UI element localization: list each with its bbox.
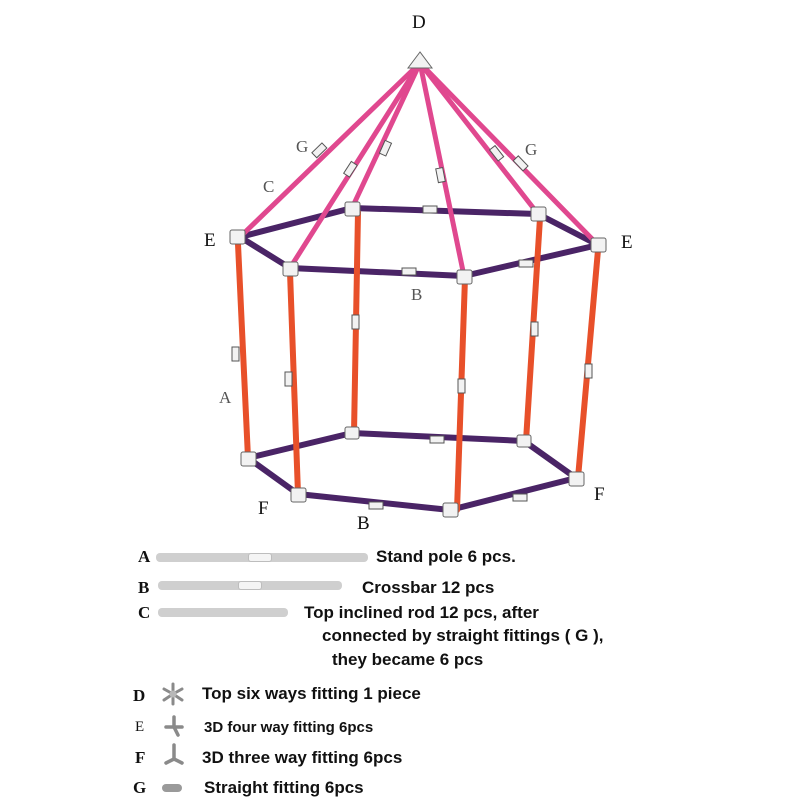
label-g-right: G — [525, 140, 538, 159]
legend-letter-g: G — [133, 778, 147, 797]
label-f-left: F — [258, 498, 269, 519]
legend-letter-a: A — [138, 547, 151, 566]
inclined-rods — [240, 63, 598, 276]
legend-text-c-line3: they became 6 pcs — [332, 650, 484, 669]
legend-text-e: 3D four way fitting 6pcs — [204, 719, 374, 736]
four-way-fitting-icon — [163, 714, 185, 738]
legend-letter-c: C — [138, 603, 151, 622]
stand-pole-sleeve-icon — [248, 553, 272, 562]
crossbar-sleeve-icon — [238, 581, 262, 590]
legend-text-c-line1: Top inclined rod 12 pcs, after — [304, 603, 539, 622]
legend-text-c-line2: connected by straight fittings ( G ), — [322, 626, 604, 645]
label-a: A — [219, 388, 232, 407]
label-e-right: E — [621, 232, 633, 253]
label-b-lower: B — [357, 513, 370, 530]
straight-fitting-icon — [160, 782, 186, 794]
legend-letter-e: E — [135, 719, 145, 735]
legend-text-a: Stand pole 6 pcs. — [376, 547, 516, 566]
legend-letter-b: B — [138, 578, 150, 597]
label-b-upper: B — [411, 285, 423, 304]
legend-letter-f: F — [135, 748, 146, 767]
label-f-right: F — [594, 484, 605, 505]
legend-letter-d: D — [133, 686, 146, 705]
label-d: D — [412, 12, 426, 33]
legend-text-b: Crossbar 12 pcs — [362, 578, 495, 597]
label-g-left: G — [296, 137, 309, 156]
legend-text-f: 3D three way fitting 6pcs — [202, 748, 403, 767]
legend-text-d: Top six ways fitting 1 piece — [202, 684, 421, 703]
legend-text-g: Straight fitting 6pcs — [204, 778, 364, 797]
three-way-fitting-icon — [163, 742, 185, 766]
inclined-rod-icon — [158, 608, 288, 617]
six-way-fitting-icon — [160, 682, 186, 706]
label-c: C — [263, 177, 275, 196]
label-e-left: E — [204, 230, 216, 251]
